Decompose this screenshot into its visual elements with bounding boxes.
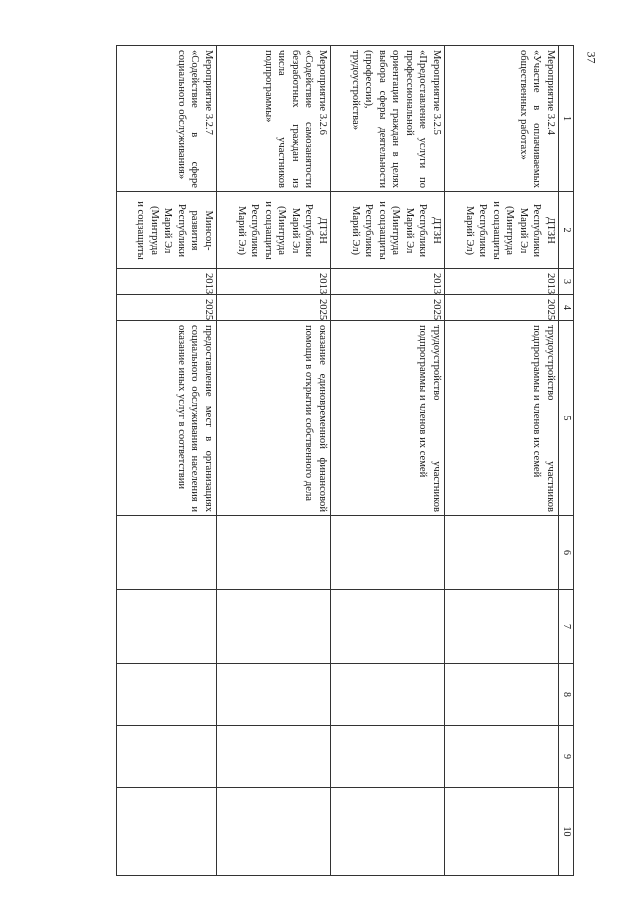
empty-cell	[331, 516, 445, 590]
header-cell: 4	[559, 295, 574, 321]
executor-text: ДТЗН Республики Марий Эл (Минтруда и соцзащиты Республики Марий Эл)	[350, 201, 442, 260]
empty-cell	[117, 726, 217, 788]
measure-text: Мероприятие 3.2.6 «Содействие самозанятости безработных граждан из числа участников подпрограммы»	[263, 50, 328, 188]
header-cell: 5	[559, 321, 574, 516]
end-year-cell: 2025	[117, 295, 217, 321]
start-year-cell: 2013	[331, 269, 445, 295]
measure-text: Мероприятие 3.2.7 «Содействие в сфере социального обслуживания»	[176, 50, 214, 188]
executor-text: ДТЗН Республики Марий Эл (Минтруда и соцзащиты Республики Марий Эл)	[464, 201, 556, 260]
empty-cell	[445, 590, 559, 664]
empty-cell	[445, 516, 559, 590]
end-year-cell: 2025	[217, 295, 331, 321]
measure-text: Мероприятие 3.2.4 «Участие в оплачиваемых общественных работах»	[518, 50, 556, 188]
empty-cell	[217, 726, 331, 788]
empty-cell	[217, 788, 331, 876]
empty-cell	[117, 664, 217, 726]
empty-cell	[331, 590, 445, 664]
executor-text: Минсоц- развития Республики Марий Эл (Минтруда и соцзащиты	[135, 201, 214, 260]
table-row	[331, 46, 445, 876]
header-cell: 7	[559, 590, 574, 664]
table-row	[445, 46, 559, 876]
empty-cell	[117, 590, 217, 664]
result-cell: предоставление мест в организациях социального обслуживания населения и оказание иных услуг в соответствии	[117, 321, 217, 516]
end-year-cell: 2025	[445, 295, 559, 321]
empty-cell	[117, 516, 217, 590]
measure-cell	[445, 46, 559, 192]
empty-cell	[117, 788, 217, 876]
header-cell: 1	[559, 46, 574, 192]
empty-cell	[331, 664, 445, 726]
measure-cell	[331, 46, 445, 192]
start-year-cell: 2013	[217, 269, 331, 295]
empty-cell	[331, 788, 445, 876]
result-cell: трудоустройство участников подпрограммы и членов их семей	[445, 321, 559, 516]
rotated-table-container	[101, 45, 574, 875]
header-cell: 8	[559, 664, 574, 726]
end-year-cell: 2025	[331, 295, 445, 321]
header-cell: 6	[559, 516, 574, 590]
empty-cell	[445, 788, 559, 876]
empty-cell	[217, 590, 331, 664]
executor-cell	[445, 192, 559, 269]
empty-cell	[217, 664, 331, 726]
header-cell: 2	[559, 192, 574, 269]
executor-cell	[117, 192, 217, 269]
start-year-cell: 2013	[445, 269, 559, 295]
header-row	[559, 46, 574, 876]
measure-cell	[217, 46, 331, 192]
result-cell: оказание единовременной финансовой помощи в открытии собственного дела	[217, 321, 331, 516]
table-row	[117, 46, 217, 876]
header-cell: 10	[559, 788, 574, 876]
empty-cell	[217, 516, 331, 590]
start-year-cell: 2013	[117, 269, 217, 295]
header-cell: 3	[559, 269, 574, 295]
result-cell: трудоустройство участников подпрограммы и членов их семей	[331, 321, 445, 516]
program-measures-table	[116, 45, 574, 876]
empty-cell	[445, 726, 559, 788]
page-number: 37	[584, 51, 599, 64]
empty-cell	[331, 726, 445, 788]
measure-cell	[117, 46, 217, 192]
executor-text: ДТЗН Республики Марий Эл (Минтруда и соцзащиты Республики Марий Эл)	[236, 201, 328, 260]
executor-cell	[331, 192, 445, 269]
header-cell: 9	[559, 726, 574, 788]
measure-text: Мероприятие 3.2.5 «Предоставление услуги по профессиональной ориентации граждан в целях выбора сферы деятельности (профессии), трудоустройства»	[350, 50, 442, 188]
executor-cell	[217, 192, 331, 269]
table-row	[217, 46, 331, 876]
empty-cell	[445, 664, 559, 726]
